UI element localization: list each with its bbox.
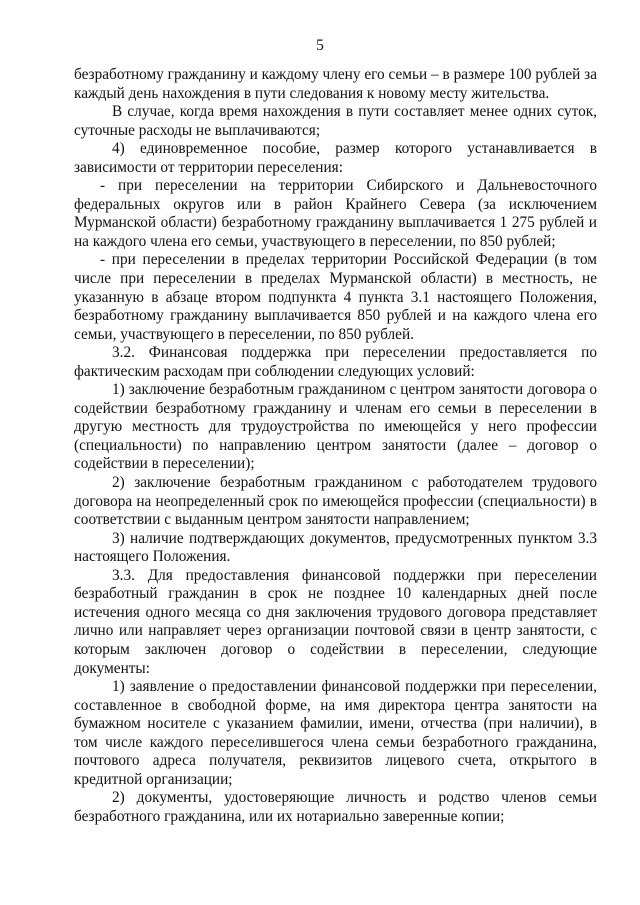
paragraph-9: 3) наличие подтверждающих документов, предусмотренных пунктом 3.3 настоящего Положения. <box>74 529 597 566</box>
document-body <box>74 66 597 826</box>
paragraph-5: - при переселении в пределах территории Российской Федерации (в том числе при переселении в пределах Мурманской области) в местность, не указанную в абзаце втором подпункта 4 пункта 3.1 настоящего Положения, безработному гражданину выплачивается 850 рублей и на каждого члена его семьи, участвующего в переселении, по 850 рублей. <box>74 251 597 343</box>
paragraph-10: 3.3. Для предоставления финансовой поддержки при переселении безработный гражданин в срок не позднее 10 календарных дней после истечения одного месяца со дня заключения трудового договора представляет лично или направляет через организации почтовой связи в центр занятости, с которым заключен договор о содействии в переселении, следующие документы: <box>74 566 597 677</box>
paragraph-8: 2) заключение безработным гражданином с работодателем трудового договора на неопределенный срок по имеющейся профессии (специальности) в соответствии с выданным центром занятости направлением; <box>74 474 597 529</box>
paragraph-6: 3.2. Финансовая поддержка при переселении предоставляется по фактическим расходам при соблюдении следующих условий: <box>74 344 597 380</box>
paragraph-11: 1) заявление о предоставлении финансовой поддержки при переселении, составленное в свободной форме, на имя директора центра занятости на бумажном носителе с указанием фамилии, имени, отчества (при наличии), в том числе каждого переселившегося члена семьи безработного гражданина, почтового адреса получателя, реквизитов лицевого счета, открытого в кредитной организации; <box>74 678 597 788</box>
paragraph-2: В случае, когда время нахождения в пути составляет менее одних суток, суточные расходы не выплачиваются; <box>74 103 597 139</box>
paragraph-4: - при переселении на территории Сибирского и Дальневосточного федеральных округов или в район Крайнего Севера (за исключением Мурманской области) безработному гражданину выплачивается 1 275 рублей и на каждого члена его семьи, участвующего в переселении, по 850 рублей; <box>74 177 597 250</box>
paragraph-1: безработному гражданину и каждому члену его семьи – в размере 100 рублей за каждый день нахождения в пути следования к новому месту жительства. <box>74 66 597 102</box>
paragraph-12: 2) документы, удостоверяющие личность и родство членов семьи безработного гражданина, или их нотариально заверенные копии; <box>74 789 597 825</box>
page-number: 5 <box>316 37 324 54</box>
paragraph-3: 4) единовременное пособие, размер которого устанавливается в зависимости от территории переселения: <box>74 140 597 176</box>
paragraph-7: 1) заключение безработным гражданином с центром занятости договора о содействии безработному гражданину и членам его семьи в переселении в другую местность для трудоустройства по имеющейся у него профессии (специальности) по направлению центром занятости (далее – договор о содействии в переселении); <box>74 381 597 473</box>
